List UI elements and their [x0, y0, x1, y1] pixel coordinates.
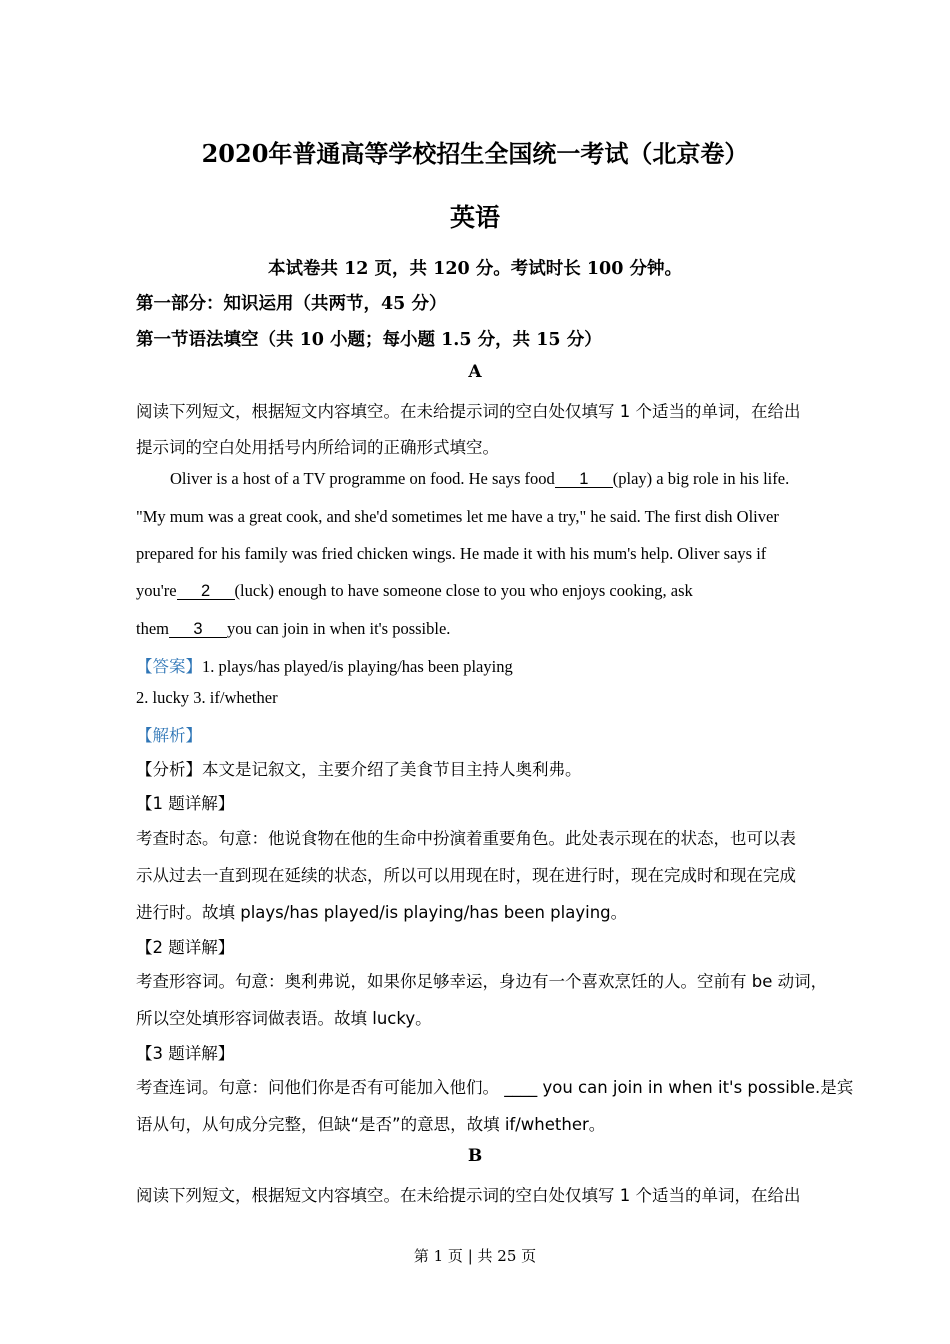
q1-heading: 【1 题详解】: [136, 794, 235, 813]
section-a-instructions-1: 阅读下列短文，根据短文内容填空。在未给提示词的空白处仅填写 1 个适当的单词，在给出: [136, 402, 801, 421]
blank-3: 3: [169, 622, 227, 638]
passage-line-5: [136, 619, 836, 639]
section-heading: 第一节语法填空（共 10 小题；每小题 1.5 分，共 15 分）: [136, 330, 602, 350]
passage-text: you're: [136, 581, 177, 600]
analysis-summary: 【分析】本文是记叙文，主要介绍了美食节目主持人奥利弗。: [136, 760, 582, 779]
q3-heading: 【3 题详解】: [136, 1044, 235, 1063]
passage-line-4: [136, 581, 836, 601]
section-a-letter: A: [468, 362, 482, 382]
passage-text: Oliver is a host of a TV programme on food. He says food: [170, 469, 555, 488]
passage-text: (play) a big role in his life.: [612, 469, 790, 488]
passage-text: you can join in when it's possible.: [227, 619, 451, 638]
q1-explanation-1: 考查时态。句意：他说食物在他的生命中扮演着重要角色。此处表示现在的状态，也可以表: [136, 829, 796, 848]
passage-line-3: prepared for his family was fried chicken wings. He made it with his mum's help. Oliver says if: [136, 544, 767, 563]
subject-title: 英语: [449, 203, 500, 232]
passage-line-2: "My mum was a great cook, and she'd sometimes let me have a try," he said. The first dish Oliver: [136, 507, 779, 526]
exam-info: 本试卷共 12 页，共 120 分。考试时长 100 分钟。: [268, 259, 682, 279]
exam-title: 2020年普通高等学校招生全国统一考试（北京卷）: [201, 139, 749, 168]
section-a-instructions-2: 提示词的空白处用括号内所给词的正确形式填空。: [136, 438, 499, 457]
answer-tag: 【答案】: [136, 657, 202, 676]
passage-text: (luck) enough to have someone close to you who enjoys cooking, ask: [234, 581, 693, 600]
q1-explanation-2: 示从过去一直到现在延续的状态，所以可以用现在时，现在进行时，现在完成时和现在完成: [136, 866, 796, 885]
passage-line-1: [170, 469, 870, 489]
q3-explanation-2: 语从句，从句成分完整，但缺“是否”的意思，故填 if/whether。: [136, 1115, 606, 1134]
answer-line-2: 2. lucky 3. if/whether: [136, 688, 278, 707]
answer-line-1: [136, 653, 836, 677]
q2-explanation-2: 所以空处填形容词做表语。故填 lucky。: [136, 1009, 432, 1028]
analysis-tag: 【解析】: [136, 726, 202, 745]
passage-text: them: [136, 619, 169, 638]
q2-explanation-1: 考查形容词。句意：奥利弗说，如果你足够幸运，身边有一个喜欢烹饪的人。空前有 be 动词，: [136, 972, 828, 991]
section-b-instructions-1: 阅读下列短文，根据短文内容填空。在未给提示词的空白处仅填写 1 个适当的单词，在给出: [136, 1186, 801, 1205]
blank-2: 2: [177, 584, 235, 600]
blank-1: 1: [555, 472, 613, 488]
answer-text: 1. plays/has played/is playing/has been playing: [202, 657, 513, 676]
part-heading: 第一部分：知识运用（共两节，45 分）: [136, 294, 447, 314]
section-b-letter: B: [467, 1146, 483, 1166]
q3-explanation-1: 考查连词。句意：问他们你是否有可能加入他们。 ____ you can join in when it's possible.是宾: [136, 1078, 854, 1097]
q2-heading: 【2 题详解】: [136, 938, 235, 957]
page-footer: 第 1 页 | 共 25 页: [413, 1247, 537, 1265]
q1-explanation-3: 进行时。故填 plays/has played/is playing/has been playing。: [136, 903, 628, 922]
